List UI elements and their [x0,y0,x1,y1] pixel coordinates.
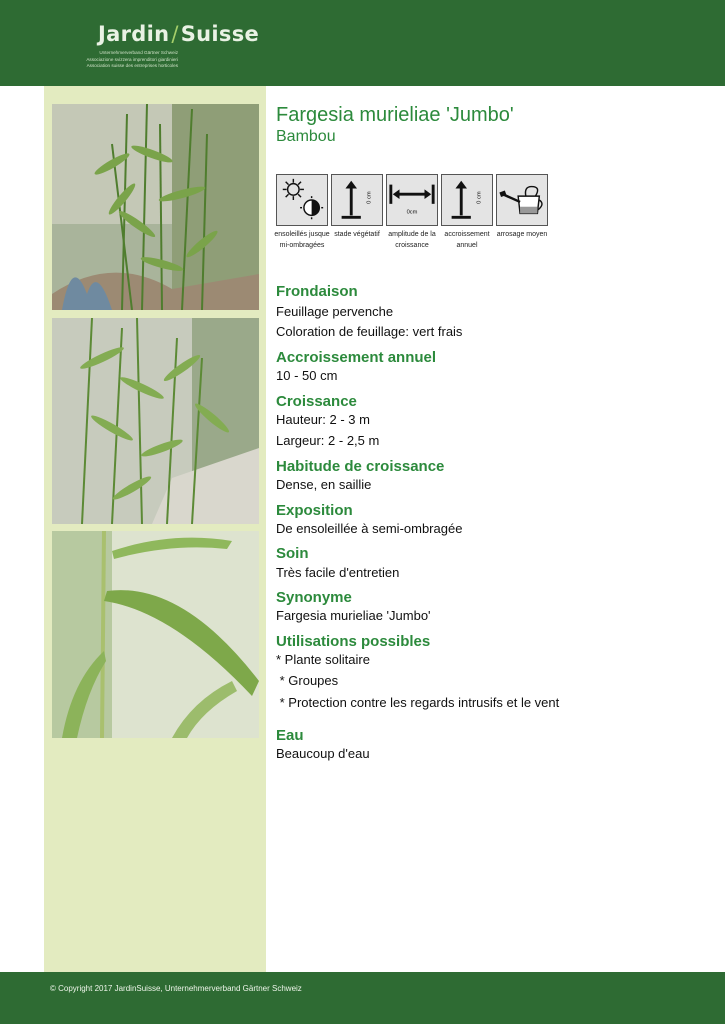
section-line: Feuillage pervenche [276,304,394,319]
logo-leaf-icon: / [171,22,179,46]
sun-partial-shade-icon [276,174,328,226]
plant-photo-2 [52,318,259,524]
section-heading: Accroissement annuel [276,349,437,366]
section-line: Largeur: 2 - 2,5 m [276,433,380,448]
plant-title: Fargesia murieliae 'Jumbo' [276,104,514,126]
footer-bar [0,972,725,1024]
icon-label: amplitude de la croissance [388,231,436,249]
section-heading: Croissance [276,393,357,410]
section-line: Hauteur: 2 - 3 m [276,412,370,427]
logo-text-left: Jardin [98,22,170,46]
section-heading: Utilisations possibles [276,633,431,650]
section-heading: Eau [276,727,304,744]
width-value: 0cm [406,209,418,216]
section-line: Coloration de feuillage: vert frais [276,324,463,339]
tagline-line: Association suisse des entreprises horticoles [86,63,178,69]
plant-photo-3 [52,531,259,738]
logo-tagline [48,50,178,70]
height-mature-icon [331,174,383,226]
tagline-line: Unternehmerverband Gärtner Schweiz [99,50,178,55]
logo-text-right: Suisse [180,22,260,46]
section-line: Beaucoup d'eau [276,746,370,761]
copyright-text: © Copyright 2017 JardinSuisse, Unternehmerverband Gärtner Schweiz [50,984,302,993]
section-heading: Exposition [276,502,353,519]
section-heading: Habitude de croissance [276,458,445,475]
height-value: 0 cm [366,191,373,204]
icon-label: ensoleillés jusque mi-ombragées [274,231,330,249]
section-line: 10 - 50 cm [276,368,338,383]
section-line: Dense, en saillie [276,477,372,492]
icon-label: accroissement annuel [444,231,490,249]
plant-photo-1 [52,104,259,310]
section-line: * Groupes [276,673,339,688]
plant-subtitle: Bambou [276,128,336,145]
section-line: Fargesia murieliae 'Jumbo' [276,608,431,623]
tagline-line: Associazione svizzera imprenditori giardinieri [86,56,178,62]
section-heading: Frondaison [276,283,358,300]
growth-value: 0 cm [476,191,483,204]
annual-growth-icon [441,174,493,226]
width-range-icon [386,174,438,226]
section-line: De ensoleillée à semi-ombragée [276,521,463,536]
header-bar [0,0,725,86]
section-heading: Synonyme [276,589,352,606]
icon-label: arrosage moyen [496,231,548,238]
watering-can-icon [496,174,548,226]
section-line: Très facile d'entretien [276,565,400,580]
section-line: * Plante solitaire [276,652,370,667]
section-line: * Protection contre les regards intrusifs et le vent [276,695,560,710]
jardinsuisse-logo[interactable] [98,22,259,46]
section-heading: Soin [276,545,309,562]
icon-label: stade végétatif [334,231,380,238]
